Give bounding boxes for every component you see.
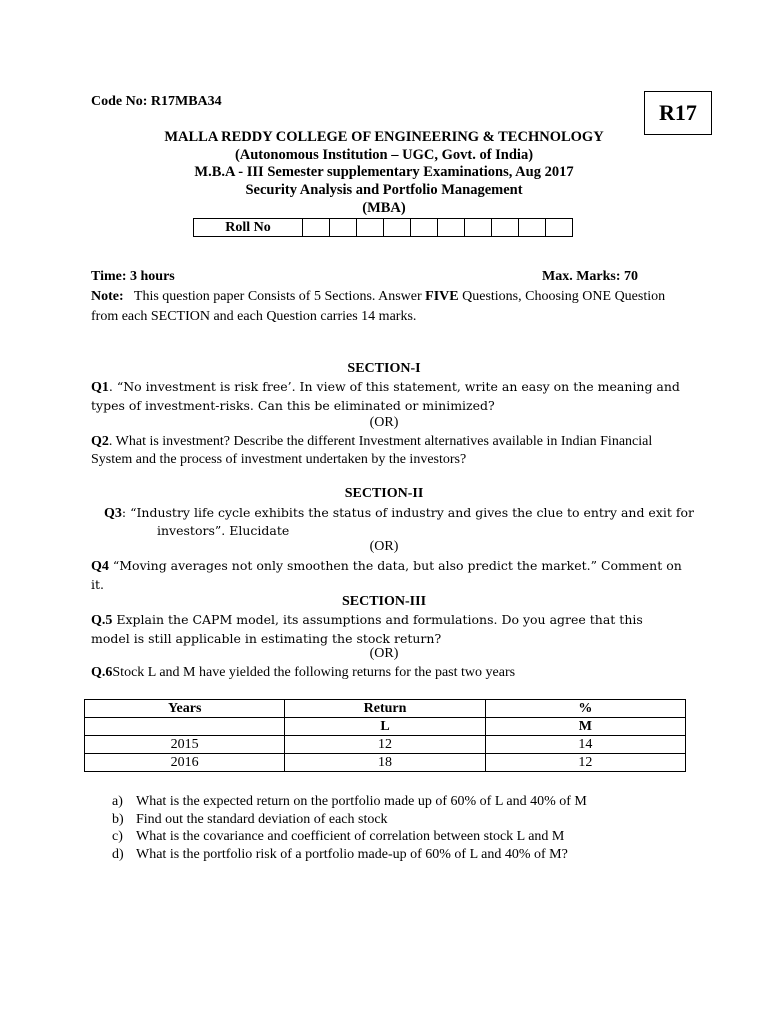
roll-cell[interactable] bbox=[303, 219, 330, 237]
subquestion-text: Find out the standard deviation of each stock bbox=[136, 812, 388, 827]
column-subheader: L bbox=[285, 718, 485, 736]
section-title: SECTION-I bbox=[347, 361, 421, 376]
note-bold: FIVE bbox=[425, 289, 459, 304]
section-title: SECTION-III bbox=[341, 594, 427, 609]
subquestion-text: What is the covariance and coefficient of correlation between stock L and M bbox=[136, 829, 565, 844]
column-header: % bbox=[485, 700, 685, 718]
question-6 bbox=[91, 664, 681, 682]
question-label: Q4 bbox=[91, 559, 109, 574]
roll-cell[interactable] bbox=[546, 219, 573, 237]
returns-table bbox=[84, 699, 686, 772]
college-name: MALLA REDDY COLLEGE OF ENGINEERING & TECHNOLOGY bbox=[164, 129, 604, 145]
table-row bbox=[85, 754, 686, 772]
subject-title: Security Analysis and Portfolio Management bbox=[245, 182, 523, 198]
autonomy-line: (Autonomous Institution – UGC, Govt. of India) bbox=[234, 147, 534, 163]
table-subheader-row bbox=[85, 718, 686, 736]
subquestion-label: b) bbox=[112, 812, 124, 827]
max-marks: Max. Marks: 70 bbox=[542, 269, 639, 284]
column-header: Return bbox=[285, 700, 485, 718]
question-label: Q3 bbox=[104, 506, 122, 521]
section-title: SECTION-II bbox=[344, 486, 424, 501]
roll-cell[interactable] bbox=[492, 219, 519, 237]
code-number: Code No: R17MBA34 bbox=[91, 94, 222, 109]
instructions-note bbox=[91, 287, 691, 327]
or-separator: (OR) bbox=[369, 539, 399, 554]
question-text: Stock L and M have yielded the following returns for the past two years bbox=[112, 665, 516, 680]
subquestion-text: What is the expected return on the portfolio made up of 60% of L and 40% of M bbox=[136, 794, 587, 809]
roll-cell[interactable] bbox=[384, 219, 411, 237]
table-cell: 2016 bbox=[85, 754, 285, 772]
question-text: “Moving averages not only smoothen the data, but also predict the market.” Comment on it. bbox=[91, 558, 682, 592]
subquestion-text: What is the portfolio risk of a portfolio made-up of 60% of L and 40% of M? bbox=[136, 847, 568, 862]
question-text: Explain the CAPM model, its assumptions and formulations. Do you agree that this model is still applicable in estimating the stock return? bbox=[91, 612, 643, 646]
question-2 bbox=[91, 433, 681, 469]
table-cell: 14 bbox=[485, 736, 685, 754]
table-cell: 12 bbox=[485, 754, 685, 772]
subquestion-b bbox=[112, 811, 388, 829]
subquestion-label: a) bbox=[112, 794, 123, 809]
roll-cell[interactable] bbox=[465, 219, 492, 237]
question-text: investors”. Elucidate bbox=[157, 523, 290, 538]
question-label: Q.6 bbox=[91, 665, 113, 680]
subquestion-a bbox=[112, 793, 587, 811]
column-subheader: M bbox=[485, 718, 685, 736]
roll-cell[interactable] bbox=[357, 219, 384, 237]
question-label: Q1 bbox=[91, 380, 109, 395]
question-text: : “Industry life cycle exhibits the status of industry and gives the clue to entry and exit for bbox=[121, 505, 694, 520]
column-header: Years bbox=[85, 700, 285, 718]
or-separator: (OR) bbox=[369, 415, 399, 430]
question-1 bbox=[91, 378, 681, 416]
table-header-row bbox=[85, 700, 686, 718]
table-cell: 18 bbox=[285, 754, 485, 772]
question-4 bbox=[91, 557, 691, 595]
question-label: Q2 bbox=[91, 434, 109, 449]
regulation-badge: R17 bbox=[644, 91, 712, 135]
question-3 bbox=[104, 504, 704, 523]
note-label: Note: bbox=[91, 289, 124, 304]
question-label: Q.5 bbox=[91, 613, 113, 628]
or-separator: (OR) bbox=[369, 646, 399, 661]
subquestion-label: c) bbox=[112, 829, 123, 844]
program-label: (MBA) bbox=[362, 200, 406, 216]
column-subheader bbox=[85, 718, 285, 736]
note-text: Questions, Choosing ONE Question from each SECTION and each Question carries 14 marks. bbox=[91, 289, 666, 324]
table-cell: 2015 bbox=[85, 736, 285, 754]
note-text: This question paper Consists of 5 Sections. Answer bbox=[133, 289, 426, 304]
subquestion-label: d) bbox=[112, 847, 124, 862]
roll-cell[interactable] bbox=[411, 219, 438, 237]
subquestion-d bbox=[112, 846, 568, 864]
question-5 bbox=[91, 611, 681, 649]
roll-label: Roll No bbox=[194, 219, 303, 237]
roll-cell[interactable] bbox=[438, 219, 465, 237]
subquestion-c bbox=[112, 828, 564, 846]
table-row bbox=[85, 736, 686, 754]
roll-number-grid bbox=[193, 218, 573, 237]
roll-cell[interactable] bbox=[519, 219, 546, 237]
table-cell: 12 bbox=[285, 736, 485, 754]
exam-title: M.B.A - III Semester supplementary Examinations, Aug 2017 bbox=[194, 164, 574, 180]
roll-cell[interactable] bbox=[330, 219, 357, 237]
question-text: . What is investment? Describe the different Investment alternatives available in Indian Financial System and the process of investment undertaken by the investors? bbox=[91, 434, 653, 467]
time-allowed: Time: 3 hours bbox=[91, 269, 175, 284]
question-text: . “No investment is risk free’. In view of this statement, write an easy on the meaning and types of investment-risks. Can this be eliminated or minimized? bbox=[91, 379, 680, 413]
